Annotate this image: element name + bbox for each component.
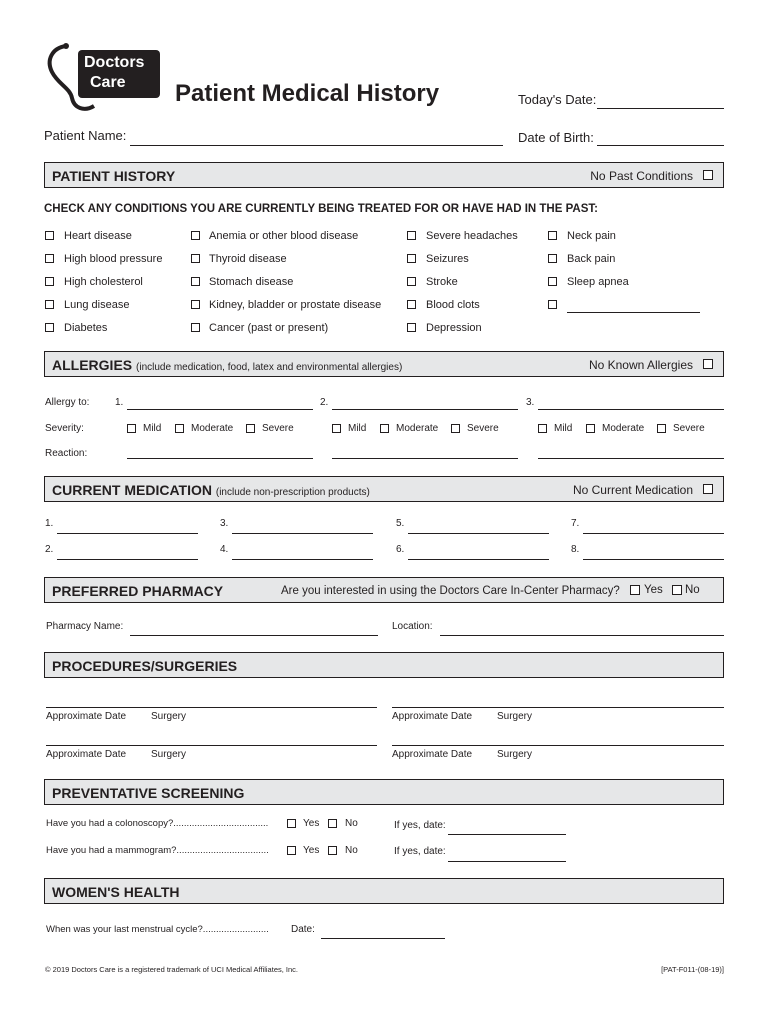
severity-option-label: Mild <box>143 423 162 434</box>
condition-checkbox[interactable] <box>191 277 200 286</box>
allergies-title <box>52 357 402 373</box>
no-known-allergies-label: No Known Allergies <box>588 358 693 372</box>
severity-option-label: Mild <box>348 423 367 434</box>
mammogram-yes-checkbox[interactable] <box>287 846 296 855</box>
medication-number: 1. <box>45 518 54 529</box>
condition-checkbox[interactable] <box>45 277 54 286</box>
condition-checkbox[interactable] <box>548 254 557 263</box>
dob-field[interactable] <box>597 145 724 146</box>
page-title: Patient Medical History <box>175 80 440 107</box>
condition-label: Stroke <box>426 276 458 288</box>
procedure-field[interactable] <box>392 745 724 746</box>
surgery-label: Surgery <box>151 711 187 722</box>
procedures-header <box>44 652 724 678</box>
screening-title: PREVENTATIVE SCREENING <box>52 785 245 801</box>
allergies-header <box>44 351 724 377</box>
severity-checkbox[interactable] <box>246 424 255 433</box>
condition-checkbox[interactable] <box>45 300 54 309</box>
logo <box>44 42 162 114</box>
severity-checkbox[interactable] <box>451 424 460 433</box>
condition-checkbox[interactable] <box>548 231 557 240</box>
condition-label: Cancer (past or present) <box>209 322 329 334</box>
severity-checkbox[interactable] <box>332 424 341 433</box>
medication-number: 2. <box>45 544 54 555</box>
colonoscopy-yes-checkbox[interactable] <box>287 819 296 828</box>
severity-option-label: Severe <box>467 423 499 434</box>
colonoscopy-question: Have you had a colonoscopy?.................................... <box>46 818 269 829</box>
allergy-to-label: Allergy to: <box>45 397 90 408</box>
form-code: [PAT-F011-(08-19)] <box>661 965 724 974</box>
condition-label: Thyroid disease <box>209 253 287 265</box>
approx-date-label: Approximate Date <box>46 749 127 760</box>
procedure-field[interactable] <box>392 707 724 708</box>
pharmacy-no-checkbox[interactable] <box>672 585 682 595</box>
approx-date-label: Approximate Date <box>392 711 473 722</box>
medication-number: 6. <box>396 544 405 555</box>
pharmacy-yes-label: Yes <box>644 584 663 596</box>
no-known-allergies-checkbox[interactable] <box>703 359 713 369</box>
severity-checkbox[interactable] <box>127 424 136 433</box>
medication-number: 4. <box>220 544 229 555</box>
allergies-subtitle: (include medication, food, latex and environmental allergies) <box>136 362 403 373</box>
medication-field[interactable] <box>583 559 724 560</box>
reaction-2-field[interactable] <box>332 458 518 459</box>
copyright-text: © 2019 Doctors Care is a registered trademark of UCI Medical Affiliates, Inc. <box>45 965 298 974</box>
condition-label: High cholesterol <box>64 276 143 288</box>
allergy-1-field[interactable] <box>127 409 313 410</box>
womens-health-title: WOMEN'S HEALTH <box>52 884 180 900</box>
medication-field[interactable] <box>408 533 549 534</box>
colonoscopy-date-field[interactable] <box>448 834 566 835</box>
allergies-title-text: ALLERGIES <box>52 357 133 373</box>
screening-header <box>44 779 724 805</box>
condition-checkbox[interactable] <box>45 254 54 263</box>
medication-field[interactable] <box>232 533 373 534</box>
condition-label: Neck pain <box>567 230 616 242</box>
condition-checkbox[interactable] <box>191 323 200 332</box>
condition-checkbox[interactable] <box>191 300 200 309</box>
if-yes-date-label: If yes, date: <box>394 846 446 857</box>
medication-header <box>44 476 724 502</box>
condition-label: Anemia or other blood disease <box>209 230 359 242</box>
conditions-instruction: CHECK ANY CONDITIONS YOU ARE CURRENTLY BEING TREATED FOR OR HAVE HAD IN THE PAST: <box>44 203 598 215</box>
medication-number: 3. <box>220 518 229 529</box>
severity-checkbox[interactable] <box>538 424 547 433</box>
patient-name-field[interactable] <box>130 145 503 146</box>
condition-checkbox[interactable] <box>45 323 54 332</box>
procedure-field[interactable] <box>46 745 377 746</box>
pharmacy-no-label: No <box>685 584 700 596</box>
medication-number: 8. <box>571 544 580 555</box>
pharmacy-title: PREFERRED PHARMACY <box>52 583 224 599</box>
condition-label: Heart disease <box>64 230 132 242</box>
no-current-medication-label: No Current Medication <box>572 483 693 497</box>
severity-label: Severity: <box>45 423 84 434</box>
condition-label: High blood pressure <box>64 253 163 265</box>
mammogram-no-checkbox[interactable] <box>328 846 337 855</box>
medication-field[interactable] <box>583 533 724 534</box>
medication-field[interactable] <box>57 559 198 560</box>
no-label: No <box>345 818 358 829</box>
location-label: Location: <box>392 621 433 632</box>
allergy-3-field[interactable] <box>538 409 724 410</box>
yes-label: Yes <box>303 818 320 829</box>
pharmacy-name-field[interactable] <box>130 635 378 636</box>
condition-label: Sleep apnea <box>567 276 629 288</box>
condition-label: Back pain <box>567 253 616 265</box>
condition-checkbox[interactable] <box>191 231 200 240</box>
severity-option-label: Moderate <box>602 423 645 434</box>
condition-label: Severe headaches <box>426 230 518 242</box>
condition-checkbox[interactable] <box>407 277 416 286</box>
severity-option-label: Moderate <box>396 423 439 434</box>
condition-checkbox[interactable] <box>407 300 416 309</box>
severity-checkbox[interactable] <box>586 424 595 433</box>
approx-date-label: Approximate Date <box>392 749 473 760</box>
mammogram-date-field[interactable] <box>448 861 566 862</box>
condition-label: Seizures <box>426 253 469 265</box>
patient-history-header <box>44 162 724 188</box>
surgery-label: Surgery <box>151 749 187 760</box>
no-past-conditions-label: No Past Conditions <box>590 169 693 183</box>
condition-label: Kidney, bladder or prostate disease <box>209 299 382 311</box>
dob-label: Date of Birth: <box>518 130 594 145</box>
pharmacy-header <box>44 577 724 603</box>
condition-checkbox[interactable] <box>407 231 416 240</box>
menstrual-date-field[interactable] <box>321 938 445 939</box>
severity-checkbox[interactable] <box>175 424 184 433</box>
medication-field[interactable] <box>232 559 373 560</box>
severity-option-label: Severe <box>673 423 705 434</box>
location-field[interactable] <box>440 635 724 636</box>
severity-option-label: Mild <box>554 423 573 434</box>
todays-date-label: Today's Date: <box>518 92 597 107</box>
surgery-label: Surgery <box>497 711 533 722</box>
patient-name-label: Patient Name: <box>44 128 127 143</box>
logo-text-care: Care <box>90 74 126 91</box>
medication-subtitle: (include non-prescription products) <box>215 487 370 498</box>
condition-label: Stomach disease <box>209 276 294 288</box>
condition-checkbox[interactable] <box>407 323 416 332</box>
reaction-1-field[interactable] <box>127 458 313 459</box>
approx-date-label: Approximate Date <box>46 711 127 722</box>
todays-date-field[interactable] <box>597 108 724 109</box>
colonoscopy-no-checkbox[interactable] <box>328 819 337 828</box>
condition-other-checkbox[interactable] <box>548 300 557 309</box>
womens-health-header <box>44 878 724 904</box>
medication-number: 5. <box>396 518 405 529</box>
no-past-conditions-checkbox[interactable] <box>703 170 713 180</box>
medication-field[interactable] <box>408 559 549 560</box>
condition-label: Lung disease <box>64 299 130 311</box>
severity-option-label: Severe <box>262 423 294 434</box>
condition-checkbox[interactable] <box>407 254 416 263</box>
allergy-2-field[interactable] <box>332 409 518 410</box>
medication-number: 7. <box>571 518 580 529</box>
no-current-medication-checkbox[interactable] <box>703 484 713 494</box>
reaction-label: Reaction: <box>45 448 88 459</box>
procedures-title: PROCEDURES/SURGERIES <box>52 658 238 674</box>
allergy-number: 3. <box>526 397 535 408</box>
condition-checkbox[interactable] <box>191 254 200 263</box>
pharmacy-yes-checkbox[interactable] <box>630 585 640 595</box>
allergy-number: 2. <box>320 397 329 408</box>
if-yes-date-label: If yes, date: <box>394 820 446 831</box>
medication-title-text: CURRENT MEDICATION <box>52 482 212 498</box>
severity-checkbox[interactable] <box>380 424 389 433</box>
mammogram-question: Have you had a mammogram?................................... <box>46 845 269 856</box>
severity-option-label: Moderate <box>191 423 234 434</box>
pharmacy-name-label: Pharmacy Name: <box>46 621 124 632</box>
condition-label: Blood clots <box>426 299 480 311</box>
medication-title <box>52 482 370 498</box>
logo-text-doctors: Doctors <box>84 54 145 71</box>
surgery-label: Surgery <box>497 749 533 760</box>
reaction-3-field[interactable] <box>538 458 724 459</box>
condition-label: Diabetes <box>64 322 108 334</box>
severity-checkbox[interactable] <box>657 424 666 433</box>
procedure-field[interactable] <box>46 707 377 708</box>
condition-other-field[interactable] <box>567 312 700 313</box>
condition-checkbox[interactable] <box>45 231 54 240</box>
menstrual-question: When was your last menstrual cycle?......................... <box>46 924 269 935</box>
pharmacy-question: Are you interested in using the Doctors Care In-Center Pharmacy? <box>281 585 620 597</box>
condition-checkbox[interactable] <box>548 277 557 286</box>
condition-label: Depression <box>426 322 482 334</box>
patient-history-title: PATIENT HISTORY <box>52 168 176 184</box>
menstrual-date-label: Date: <box>291 924 315 935</box>
medication-field[interactable] <box>57 533 198 534</box>
no-label: No <box>345 845 358 856</box>
yes-label: Yes <box>303 845 320 856</box>
allergy-number: 1. <box>115 397 124 408</box>
